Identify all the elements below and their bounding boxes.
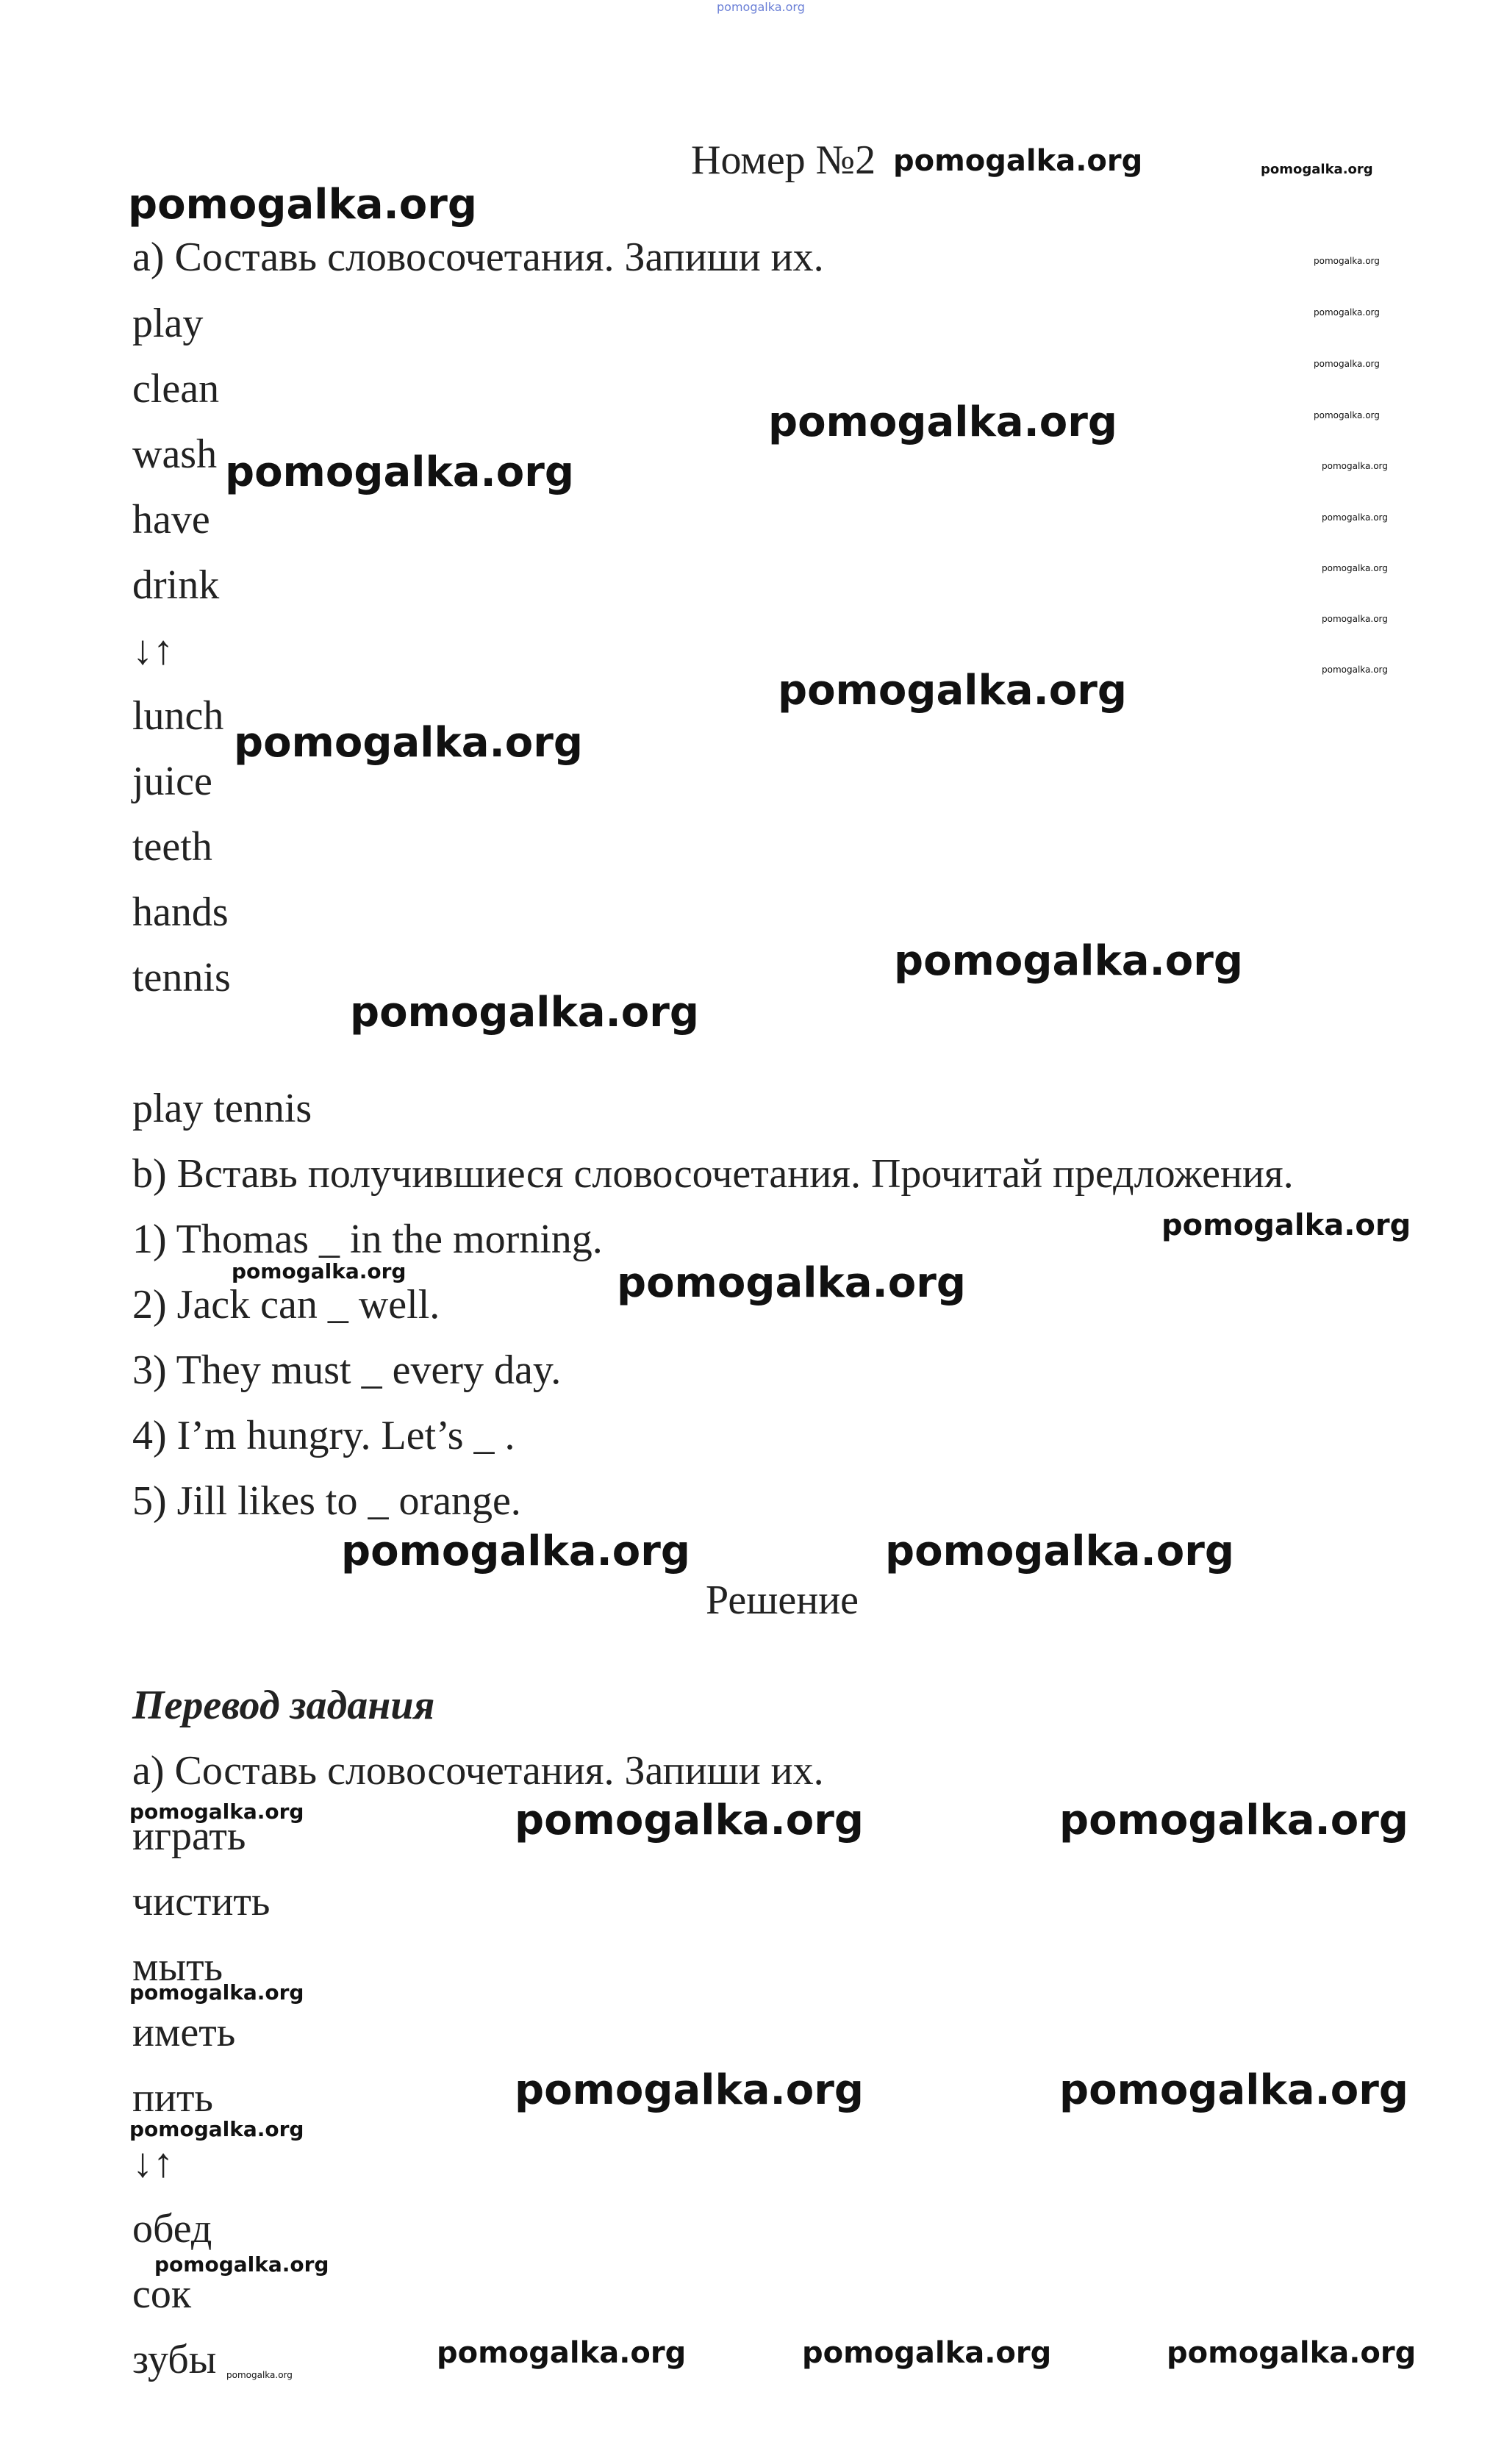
noun-item: juice [132, 759, 212, 804]
watermark-text: pomogalka.org [1322, 512, 1388, 523]
translated-verb-item: чистить [132, 1879, 271, 1924]
verb-item: play [132, 301, 204, 346]
watermark-text: pomogalka.org [1314, 256, 1380, 266]
watermark-text: pomogalka.org [225, 448, 574, 496]
translation-a-prompt: а) Составь словосочетания. Запиши их. [132, 1748, 824, 1794]
watermark-text: pomogalka.org [437, 2336, 687, 2370]
noun-item: tennis [132, 955, 231, 1000]
translated-verb-item: мыть [132, 1944, 223, 1990]
translated-noun-item: зубы [132, 2337, 217, 2382]
watermark-text: pomogalka.org [717, 0, 805, 14]
solution-label: Решение [706, 1577, 859, 1623]
sentence-item: 5) Jill likes to _ orange. [132, 1478, 521, 1524]
page-title: Номер №2 [691, 137, 876, 183]
watermark-text: pomogalka.org [1167, 2336, 1417, 2370]
watermark-text: pomogalka.org [802, 2336, 1052, 2370]
verb-item: drink [132, 562, 220, 608]
watermark-text: pomogalka.org [234, 719, 583, 767]
watermark-text: pomogalka.org [1322, 665, 1388, 675]
sentence-item: 4) I’m hungry. Let’s _ . [132, 1413, 515, 1458]
watermark-text: pomogalka.org [893, 144, 1143, 178]
sentence-item: 1) Thomas _ in the morning. [132, 1217, 603, 1262]
noun-item: teeth [132, 824, 212, 870]
watermark-text: pomogalka.org [515, 1797, 864, 1844]
translation-title: Перевод задания [132, 1683, 435, 1728]
noun-item: lunch [132, 693, 224, 739]
watermark-text: pomogalka.org [1322, 563, 1388, 573]
verb-item: clean [132, 366, 220, 412]
noun-item: hands [132, 889, 229, 935]
watermark-text: pomogalka.org [885, 1528, 1234, 1575]
watermark-text: pomogalka.org [1314, 359, 1380, 369]
watermark-text: pomogalka.org [894, 937, 1243, 985]
watermark-text: pomogalka.org [1322, 461, 1388, 471]
verb-item: have [132, 497, 210, 542]
watermark-text: pomogalka.org [226, 2370, 293, 2380]
verb-item: wash [132, 431, 218, 477]
watermark-text: pomogalka.org [154, 2252, 329, 2277]
watermark-text: pomogalka.org [768, 398, 1117, 446]
arrows-icon: ↓↑ [132, 628, 173, 673]
sentence-item: 2) Jack can _ well. [132, 1282, 440, 1328]
watermark-text: pomogalka.org [129, 1980, 304, 2005]
watermark-text: pomogalka.org [232, 1259, 407, 1283]
watermark-text: pomogalka.org [617, 1259, 966, 1307]
arrows-icon: ↓↑ [132, 2141, 173, 2186]
watermark-text: pomogalka.org [1314, 410, 1380, 420]
watermark-text: pomogalka.org [129, 1799, 304, 1824]
task-b-prompt: b) Вставь получившиеся словосочетания. Прочитай предложения. [132, 1151, 1294, 1197]
translated-noun-item: сок [132, 2271, 192, 2317]
example-answer: play tennis [132, 1086, 312, 1131]
watermark-text: pomogalka.org [778, 667, 1127, 715]
translated-verb-item: пить [132, 2075, 213, 2121]
translated-verb-item: играть [132, 1813, 246, 1859]
watermark-text: pomogalka.org [341, 1528, 690, 1575]
watermark-text: pomogalka.org [1059, 1797, 1408, 1844]
watermark-text: pomogalka.org [129, 2117, 304, 2141]
sentence-item: 3) They must _ every day. [132, 1347, 562, 1393]
watermark-text: pomogalka.org [1261, 162, 1373, 177]
watermark-text: pomogalka.org [1161, 1208, 1411, 1242]
translated-noun-item: обед [132, 2206, 212, 2252]
watermark-text: pomogalka.org [515, 2066, 864, 2114]
watermark-text: pomogalka.org [1314, 307, 1380, 318]
watermark-text: pomogalka.org [1059, 2066, 1408, 2114]
translated-verb-item: иметь [132, 2010, 236, 2055]
watermark-text: pomogalka.org [1322, 614, 1388, 624]
watermark-text: pomogalka.org [128, 181, 477, 229]
task-a-prompt: a) Составь словосочетания. Запиши их. [132, 234, 824, 280]
watermark-text: pomogalka.org [350, 989, 699, 1036]
